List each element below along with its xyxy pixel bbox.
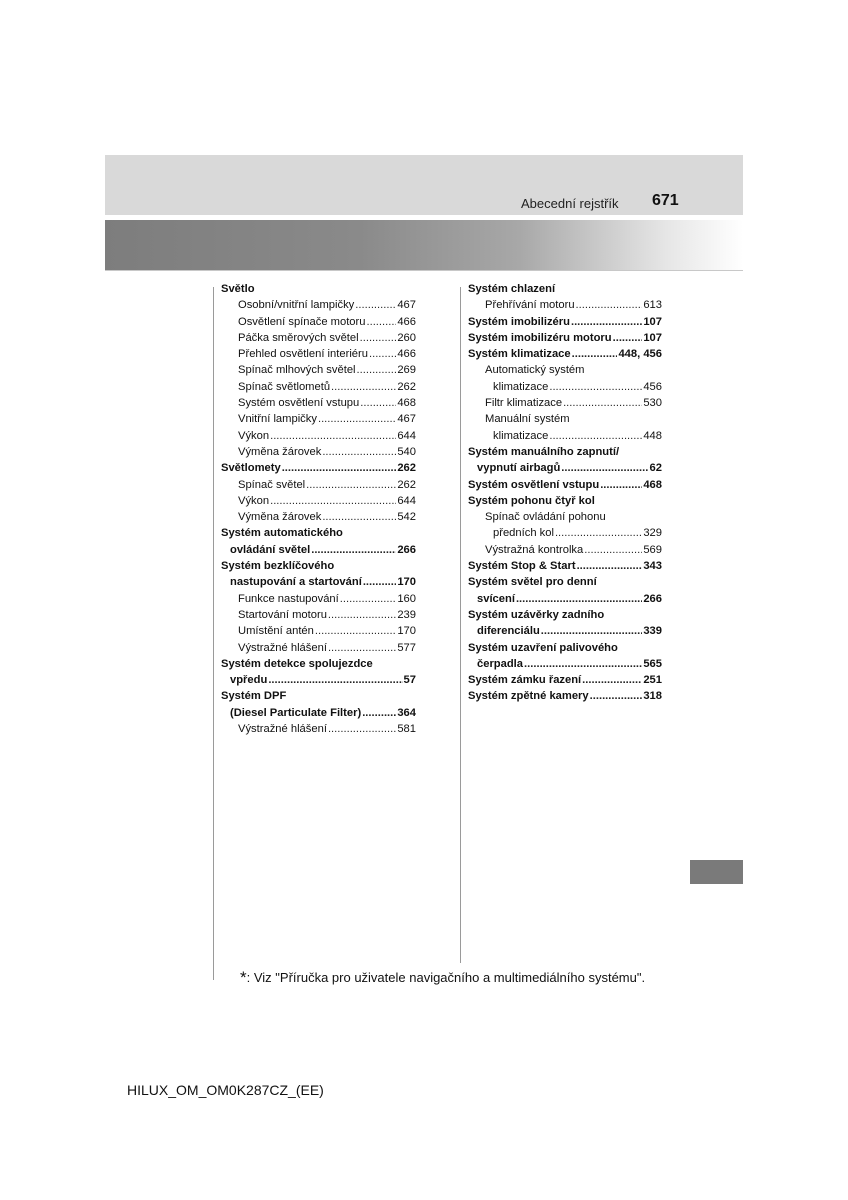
dot-leader [268, 672, 402, 688]
dot-leader [360, 330, 397, 346]
index-term: Světlomety [221, 462, 281, 475]
index-entry [221, 525, 416, 541]
index-term: Výstražné hlášení [238, 641, 327, 654]
index-entry [221, 444, 416, 460]
index-page-ref[interactable]: 466 [397, 348, 416, 361]
index-entry [221, 297, 416, 313]
index-term: Přehřívání motoru [485, 299, 575, 312]
index-entry [221, 607, 416, 623]
index-term: Systém imobilizéru [468, 315, 570, 328]
index-entry [221, 558, 416, 574]
index-page-ref[interactable]: 468 [397, 397, 416, 410]
index-term: Osvětlení spínače motoru [238, 315, 366, 328]
index-entry [221, 460, 416, 476]
index-term: Výstražná kontrolka [485, 543, 584, 556]
index-entry [468, 574, 662, 590]
index-term: Výměna žárovek [238, 445, 322, 458]
index-page-ref[interactable]: 530 [643, 397, 662, 410]
index-term: Systém světel pro denní [468, 576, 597, 589]
index-page-ref[interactable]: 339 [643, 625, 662, 638]
index-entry [221, 428, 416, 444]
dot-leader [328, 721, 396, 737]
index-term: klimatizace [493, 429, 549, 442]
dot-leader [600, 477, 642, 493]
index-term: Výkon [238, 494, 270, 507]
index-term: Systém zpětné kamery [468, 690, 589, 703]
index-entry [221, 493, 416, 509]
index-entry [468, 314, 662, 330]
index-page-ref[interactable]: 467 [397, 299, 416, 312]
dot-leader [306, 477, 396, 493]
dot-leader [363, 574, 397, 590]
index-entry [468, 281, 662, 297]
index-entry [468, 509, 662, 525]
index-page-ref[interactable]: 613 [643, 299, 662, 312]
index-term: Výstražné hlášení [238, 723, 327, 736]
index-entry [468, 493, 662, 509]
header-divider [105, 270, 743, 271]
dot-leader [311, 542, 396, 558]
index-page-ref[interactable]: 262 [397, 462, 416, 475]
index-term: ovládání světel [230, 543, 311, 556]
index-page-ref[interactable]: 467 [397, 413, 416, 426]
index-term: Systém osvětlení vstupu [468, 478, 600, 491]
dot-leader [577, 558, 643, 574]
index-page-ref[interactable]: 456 [643, 380, 662, 393]
index-page-ref[interactable]: 343 [643, 560, 662, 573]
left-column-rule [213, 287, 214, 980]
index-term: Systém automatického [221, 527, 343, 540]
chapter-thumb-tab [690, 860, 743, 884]
index-entry [221, 688, 416, 704]
index-entry [468, 362, 662, 378]
index-term: Manuální systém [485, 413, 570, 426]
index-entry [468, 607, 662, 623]
index-page-ref[interactable]: 269 [397, 364, 416, 377]
index-page-ref[interactable]: 318 [643, 690, 662, 703]
dot-leader [516, 591, 642, 607]
index-term: Systém uzavření palivového [468, 641, 618, 654]
index-entry [221, 656, 416, 672]
index-page-ref[interactable]: 644 [397, 494, 416, 507]
index-entry [221, 330, 416, 346]
index-term: Filtr klimatizace [485, 397, 563, 410]
index-term: Systém manuálního zapnutí/ [468, 445, 620, 458]
index-term: diferenciálu [477, 625, 540, 638]
dot-leader [613, 330, 643, 346]
dot-leader [561, 460, 648, 476]
index-term: předních kol [493, 527, 554, 540]
index-term: Systém uzávěrky zadního [468, 608, 605, 621]
index-entry [221, 346, 416, 362]
index-entry [468, 672, 662, 688]
index-term: čerpadla [477, 657, 524, 670]
index-term: Vnitřní lampičky [238, 413, 317, 426]
index-entry [221, 509, 416, 525]
index-term: Systém detekce spolujezdce [221, 657, 373, 670]
dot-leader [328, 607, 396, 623]
dot-leader [576, 297, 643, 313]
dot-leader [362, 705, 396, 721]
index-entry [221, 591, 416, 607]
index-page-ref[interactable]: 329 [643, 527, 662, 540]
index-term: Osobní/vnitřní lampičky [238, 299, 355, 312]
index-term: Systém klimatizace [468, 348, 571, 361]
index-page-ref[interactable]: 107 [643, 331, 662, 344]
index-term: Páčka směrových světel [238, 331, 359, 344]
dot-leader [590, 688, 643, 704]
index-page-ref[interactable]: 170 [397, 625, 416, 638]
dot-leader [328, 640, 396, 656]
dot-leader [582, 672, 642, 688]
section-gradient-bar [105, 220, 743, 270]
index-entry [468, 656, 662, 672]
dot-leader [282, 460, 397, 476]
dot-leader [355, 297, 396, 313]
index-page-ref[interactable]: 569 [643, 543, 662, 556]
document-code: HILUX_OM_OM0K287CZ_(EE) [127, 1082, 324, 1098]
index-term: Výměna žárovek [238, 511, 322, 524]
index-term: Přehled osvětlení interiéru [238, 348, 368, 361]
index-page-ref[interactable]: 644 [397, 429, 416, 442]
index-page-ref[interactable]: 448, 456 [618, 348, 662, 361]
index-entry [221, 574, 416, 590]
index-entry [468, 640, 662, 656]
index-entry [468, 379, 662, 395]
index-page-ref[interactable]: 57 [403, 674, 416, 687]
index-entry [468, 525, 662, 541]
dot-leader [555, 525, 642, 541]
index-entry [221, 281, 416, 297]
index-page-ref[interactable]: 577 [397, 641, 416, 654]
index-term: nastupování a startování [230, 576, 362, 589]
dot-leader [318, 411, 396, 427]
index-entry [468, 330, 662, 346]
index-page-ref[interactable]: 448 [643, 429, 662, 442]
index-entry [221, 672, 416, 688]
index-term: vpředu [230, 674, 268, 687]
index-entry [221, 640, 416, 656]
index-entry [468, 428, 662, 444]
footnote-marker: * [240, 968, 247, 987]
dot-leader [270, 493, 396, 509]
index-page-ref[interactable]: 262 [397, 478, 416, 491]
index-entry [221, 721, 416, 737]
index-term: Startování motoru [238, 608, 327, 621]
index-entry [221, 477, 416, 493]
index-entry [468, 411, 662, 427]
index-entry [468, 395, 662, 411]
index-entry [468, 460, 662, 476]
header-band [105, 155, 743, 215]
index-page-ref[interactable]: 107 [643, 315, 662, 328]
index-term: Spínač mlhových světel [238, 364, 356, 377]
index-term: klimatizace [493, 380, 549, 393]
index-page-ref[interactable]: 260 [397, 331, 416, 344]
index-page-ref[interactable]: 266 [397, 543, 416, 556]
index-term: Výkon [238, 429, 270, 442]
index-entry [468, 558, 662, 574]
index-entry [468, 688, 662, 704]
index-page-ref[interactable]: 581 [397, 723, 416, 736]
index-page-ref[interactable]: 468 [643, 478, 662, 491]
dot-leader [572, 346, 618, 362]
page-number: 671 [652, 192, 679, 209]
index-entry [468, 591, 662, 607]
dot-leader [541, 623, 643, 639]
index-entry [468, 623, 662, 639]
dot-leader [524, 656, 642, 672]
footnote [240, 968, 645, 988]
index-term: Umístění antén [238, 625, 314, 638]
index-page-ref[interactable]: 466 [397, 315, 416, 328]
index-entry [221, 623, 416, 639]
dot-leader [571, 314, 642, 330]
index-page-ref[interactable]: 160 [397, 592, 416, 605]
dot-leader [357, 362, 397, 378]
index-term: Systém zámku řazení [468, 674, 582, 687]
index-page-ref[interactable]: 542 [397, 511, 416, 524]
index-term: Systém Stop & Start [468, 560, 576, 573]
index-page-ref[interactable]: 62 [649, 462, 662, 475]
dot-leader [331, 379, 396, 395]
dot-leader [366, 314, 396, 330]
index-page-ref[interactable]: 565 [643, 657, 662, 670]
index-entry [468, 346, 662, 362]
index-entry [221, 411, 416, 427]
index-term: Spínač ovládání pohonu [485, 511, 606, 524]
index-entry [221, 395, 416, 411]
index-column-left [221, 281, 416, 737]
index-term: Světlo [221, 283, 255, 295]
index-term: Systém pohonu čtyř kol [468, 494, 595, 507]
index-entry [468, 297, 662, 313]
index-page-ref[interactable]: 266 [643, 592, 662, 605]
index-entry [221, 705, 416, 721]
index-entry [468, 444, 662, 460]
dot-leader [322, 444, 396, 460]
dot-leader [322, 509, 396, 525]
index-column-right [468, 281, 662, 705]
dot-leader [369, 346, 396, 362]
index-page-ref[interactable]: 239 [397, 608, 416, 621]
index-entry [468, 542, 662, 558]
index-page-ref[interactable]: 540 [397, 445, 416, 458]
index-entry [221, 362, 416, 378]
footnote-text: : Viz "Příručka pro uživatele navigačního a multimediálního systému". [246, 970, 646, 985]
index-term: Systém bezklíčového [221, 560, 335, 573]
index-term: Spínač světlometů [238, 380, 331, 393]
index-term: Systém imobilizéru motoru [468, 331, 612, 344]
index-term: Funkce nastupování [238, 592, 339, 605]
index-term: svícení [477, 592, 515, 605]
dot-leader [315, 623, 396, 639]
index-term: (Diesel Particulate Filter) [230, 706, 362, 719]
index-page-ref[interactable]: 251 [643, 674, 662, 687]
index-page-ref[interactable]: 262 [397, 380, 416, 393]
section-title: Abecední rejstřík [521, 196, 619, 211]
index-term: Spínač světel [238, 478, 306, 491]
index-entry [221, 314, 416, 330]
index-entry [468, 477, 662, 493]
dot-leader [270, 428, 396, 444]
index-page-ref[interactable]: 364 [397, 706, 416, 719]
index-term: vypnutí airbagů [477, 462, 561, 475]
dot-leader [549, 379, 642, 395]
dot-leader [360, 395, 396, 411]
index-term: Systém DPF [221, 690, 287, 703]
index-term: Systém osvětlení vstupu [238, 397, 360, 410]
dot-leader [584, 542, 642, 558]
dot-leader [563, 395, 642, 411]
index-term: Automatický systém [485, 364, 585, 377]
middle-column-rule [460, 287, 461, 963]
index-page-ref[interactable]: 170 [397, 576, 416, 589]
index-term: Systém chlazení [468, 283, 556, 295]
index-entry [221, 542, 416, 558]
index-entry [221, 379, 416, 395]
dot-leader [340, 591, 397, 607]
dot-leader [549, 428, 642, 444]
